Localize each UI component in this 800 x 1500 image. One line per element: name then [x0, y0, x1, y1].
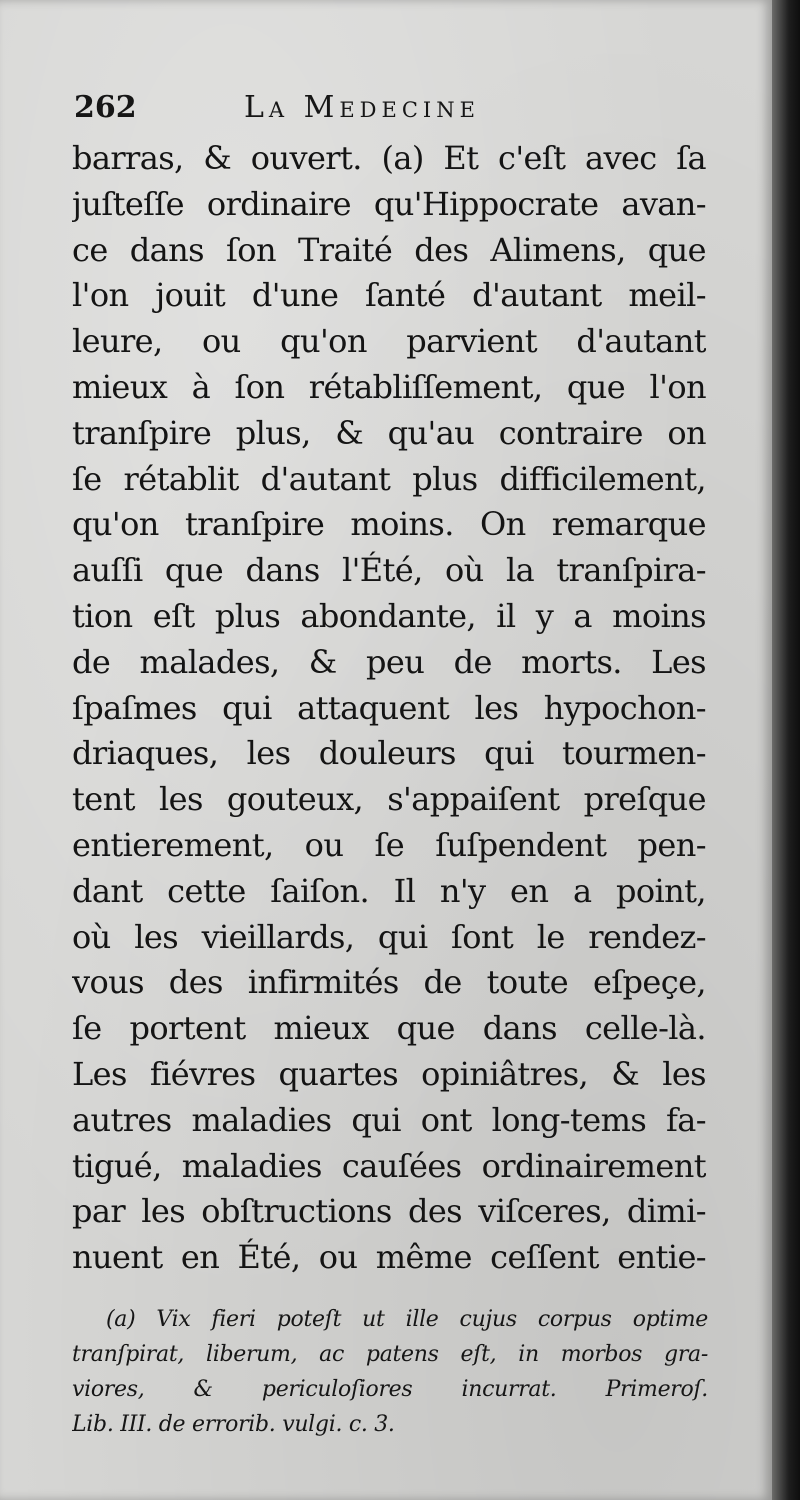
- text-line: ſe portent mieux que dans celle-là.: [72, 1009, 706, 1048]
- text-line: auſſi que dans l'Été, où la tranſpira-: [72, 551, 706, 590]
- page-header: [74, 86, 714, 136]
- text-line: Les fiévres quartes opiniâtres, & les: [72, 1054, 706, 1093]
- text-line: par les obſtructions des viſceres, dimi-: [72, 1192, 706, 1231]
- text-line: tent les gouteux, s'appaiſent preſque: [72, 780, 706, 819]
- text-line: barras, & ouvert. (a) Et c'eſt avec ſa: [72, 139, 706, 177]
- running-title: La Medecine: [244, 90, 480, 125]
- text-line: ce dans ſon Traité des Alimens, que: [72, 230, 706, 269]
- text-line: tion eſt plus abondante, il y a moins: [72, 596, 706, 635]
- text-line: ſpaſmes qui attaquent les hypochon-: [72, 688, 706, 727]
- footnote-line: Lib. III. de errorib. vulgi. c. 3.: [72, 1412, 395, 1437]
- text-line: où les vieillards, qui ſont le rendez-: [72, 917, 706, 956]
- text-line: vous des infirmités de toute eſpeçe,: [72, 963, 706, 1002]
- text-line: tranſpire plus, & qu'au contraire on: [72, 413, 706, 452]
- text-line: driaques, les douleurs qui tourmen-: [72, 734, 706, 773]
- text-line: ſe rétablit d'autant plus difficilement,: [72, 459, 706, 498]
- body-text: [72, 136, 706, 1281]
- text-line: entierement, ou ſe ſuſpendent pen-: [72, 825, 706, 864]
- text-line: leure, ou qu'on parvient d'autant: [72, 322, 706, 361]
- page-number: 262: [74, 90, 137, 125]
- text-line: dant cette ſaiſon. Il n'y en a point,: [72, 871, 706, 910]
- text-line: mieux à ſon rétabliſſement, que l'on: [72, 367, 706, 406]
- text-line: de malades, & peu de morts. Les: [72, 642, 706, 681]
- text-line: qu'on tranſpire moins. On remarque: [72, 505, 706, 544]
- footnote-line: tranſpirat, liberum, ac patens eſt, in morbos gra-: [72, 1342, 708, 1367]
- text-line: tigué, maladies cauſées ordinairement: [72, 1146, 706, 1185]
- text-line: l'on jouit d'une ſanté d'autant meil-: [72, 276, 706, 315]
- page-edge-shadow: [772, 0, 800, 1500]
- text-line: autres maladies qui ont long-tems fa-: [72, 1100, 706, 1139]
- text-line: nuent en Été, ou même ceſſent entie-: [72, 1238, 706, 1277]
- footnote-line: viores, & periculoſiores incurrat. Primeroſ.: [72, 1377, 708, 1402]
- footnote-line: (a) Vix fieri poteſt ut ille cujus corpus optime: [106, 1307, 708, 1332]
- footnote: [72, 1302, 708, 1442]
- text-line: juſteſſe ordinaire qu'Hippocrate avan-: [72, 184, 706, 223]
